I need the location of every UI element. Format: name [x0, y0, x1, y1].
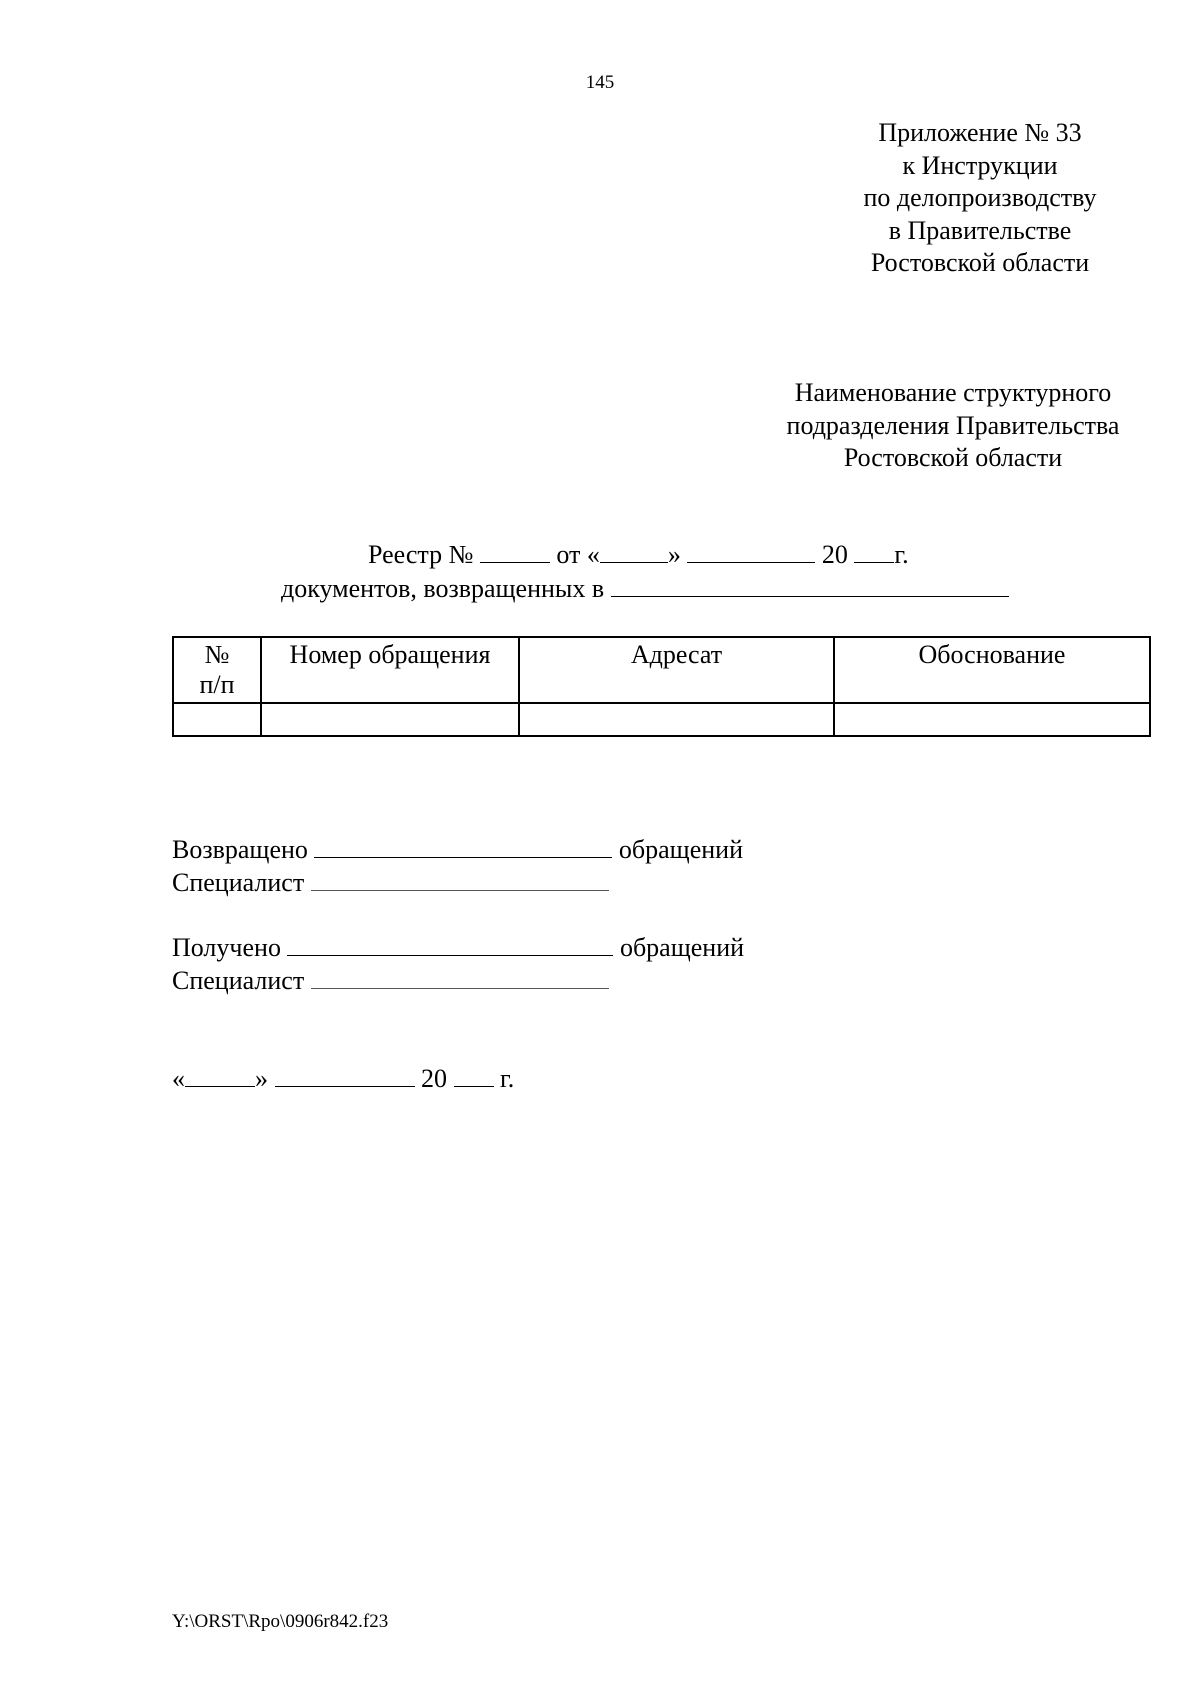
unit-name-line: подразделения Правительства [786, 410, 1120, 440]
received-suffix: обращений [619, 933, 745, 962]
table-row [173, 703, 1150, 736]
returned-specialist-label: Специалист [172, 868, 305, 897]
registry-month-blank [687, 540, 815, 563]
date-line [172, 1064, 514, 1094]
registry-label: Реестр № [368, 540, 474, 569]
appendix-line: Ростовской области [870, 248, 1090, 277]
returned-suffix: обращений [618, 835, 743, 864]
returned-specialist-blank [311, 868, 609, 891]
received-count-blank [287, 933, 613, 956]
column-header-addressee: Адресат [519, 637, 834, 703]
registry-title [368, 540, 909, 570]
registry-from-label: от « [556, 540, 600, 569]
registry-subtitle: документов, возвращенных в [281, 574, 605, 603]
column-header-justification: Обоснование [834, 637, 1150, 703]
received-specialist-label: Специалист [172, 966, 305, 995]
date-quote-open: « [172, 1064, 185, 1093]
date-year-blank [454, 1064, 494, 1087]
table-cell[interactable] [173, 703, 261, 736]
registry-subtitle-line [281, 574, 1009, 604]
returned-label: Возвращено [172, 835, 308, 864]
footer-file-path: Y:\ORST\Rpo\0906r842.f23 [172, 1611, 389, 1632]
registry-year-blank [854, 540, 894, 563]
received-specialist-blank [311, 966, 609, 989]
table-cell[interactable] [519, 703, 834, 736]
returned-count-blank [314, 835, 612, 858]
date-quote-close: » [255, 1064, 268, 1093]
table-header-row [173, 637, 1150, 703]
registry-day-blank [600, 540, 668, 563]
received-line [172, 933, 744, 963]
appendix-line: к Инструкции [902, 150, 1058, 180]
registry-number-blank [480, 540, 550, 563]
received-specialist-line [172, 966, 609, 996]
appendix-line: по делопроизводству [863, 183, 1097, 212]
column-header-number: № п/п [173, 637, 261, 703]
unit-name-line: Ростовской области [843, 443, 1063, 472]
date-year-prefix: 20 [421, 1064, 447, 1093]
unit-name-block [748, 377, 1158, 475]
date-suffix: г. [500, 1064, 515, 1093]
registry-quote-close: » [667, 540, 681, 569]
registry-recipient-blank [611, 574, 1009, 597]
appendix-line: Приложение № 33 [878, 118, 1082, 147]
returned-specialist-line [172, 868, 609, 898]
column-header-request-number: Номер обращения [261, 637, 519, 703]
date-day-blank [185, 1064, 255, 1087]
registry-table [172, 636, 1151, 737]
appendix-line: в Правительстве [888, 215, 1072, 245]
date-month-blank [275, 1064, 415, 1087]
registry-year-prefix: 20 [821, 540, 848, 569]
unit-name-line: Наименование структурного [794, 378, 1112, 407]
page-number: 145 [585, 72, 615, 93]
table-cell[interactable] [834, 703, 1150, 736]
registry-year-suffix: г. [894, 540, 909, 569]
table-cell[interactable] [261, 703, 519, 736]
returned-line [172, 835, 743, 865]
received-label: Получено [172, 933, 281, 962]
appendix-block [800, 117, 1160, 280]
